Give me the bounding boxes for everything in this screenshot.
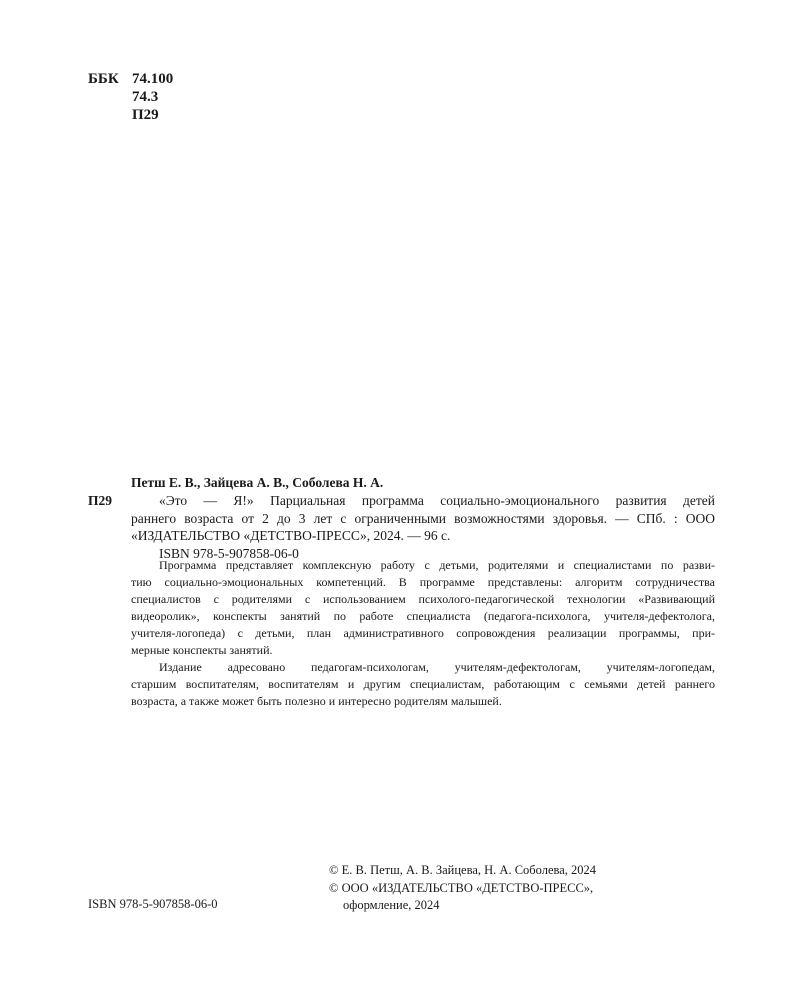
bbk-codes <box>132 70 173 124</box>
annotation-line: мерные конспекты занятий. <box>131 643 273 657</box>
biblio-line: «ИЗДАТЕЛЬСТВО «ДЕТСТВО-ПРЕСС», 2024. — 96 с. <box>131 528 451 543</box>
authors-heading: Петш Е. В., Зайцева А. В., Соболева Н. А. <box>131 475 384 490</box>
annotation-line: Издание адресовано педагогам-психологам, учителям-дефектологам, учителям-логопедам, <box>159 660 715 674</box>
bibliographic-description <box>131 492 715 562</box>
annotation-line: учителя-логопеда) с детьми, план административного сопровождения реализации программы, при- <box>131 626 715 640</box>
annotation-line: возраста, а также может быть полезно и интересно родителям малышей. <box>131 694 502 708</box>
biblio-isbn: ISBN 978-5-907858-06-0 <box>159 545 299 561</box>
isbn-bottom: ISBN 978-5-907858-06-0 <box>88 897 218 911</box>
annotation-line: видеоролик», конспекты занятий по работе специалиста (педагога-психолога, учителя-дефектолога, <box>131 609 715 623</box>
copyright-line-publisher: © ООО «ИЗДАТЕЛЬСТВО «ДЕТСТВО-ПРЕСС», <box>329 880 594 895</box>
copyright-block <box>329 862 596 915</box>
biblio-line: раннего возраста от 2 до 3 лет с ограниченными возможностями здоровья. — СПб. : ООО <box>131 510 715 526</box>
annotation-line: специалистов с родителями с использованием психолого-педагогической технологии «Развивающий <box>131 592 715 606</box>
copyright-line-authors: © Е. В. Петш, А. В. Зайцева, Н. А. Соболева, 2024 <box>329 863 597 877</box>
annotation-line: Программа представляет комплексную работу с детьми, родителями и специалистами по разви- <box>159 558 715 572</box>
bbk-code-1: 74.100 <box>132 71 174 87</box>
copyright-line-design: оформление, 2024 <box>343 898 440 912</box>
annotation-line: тию социально-эмоциональных компетенций. В программе представлены: алгоритм сотрудничества <box>131 575 715 589</box>
bbk-label: ББК <box>88 71 119 87</box>
annotation <box>131 557 715 710</box>
catalog-mark: П29 <box>88 493 113 508</box>
author-mark: П29 <box>132 107 159 123</box>
annotation-line: старшим воспитателям, воспитателям и другим специалистам, работающим с семьями детей раннего <box>131 677 715 691</box>
bbk-code-2: 74.3 <box>132 89 159 105</box>
biblio-line: «Это — Я!» Парциальная программа социально-эмоционального развития детей <box>159 493 715 508</box>
